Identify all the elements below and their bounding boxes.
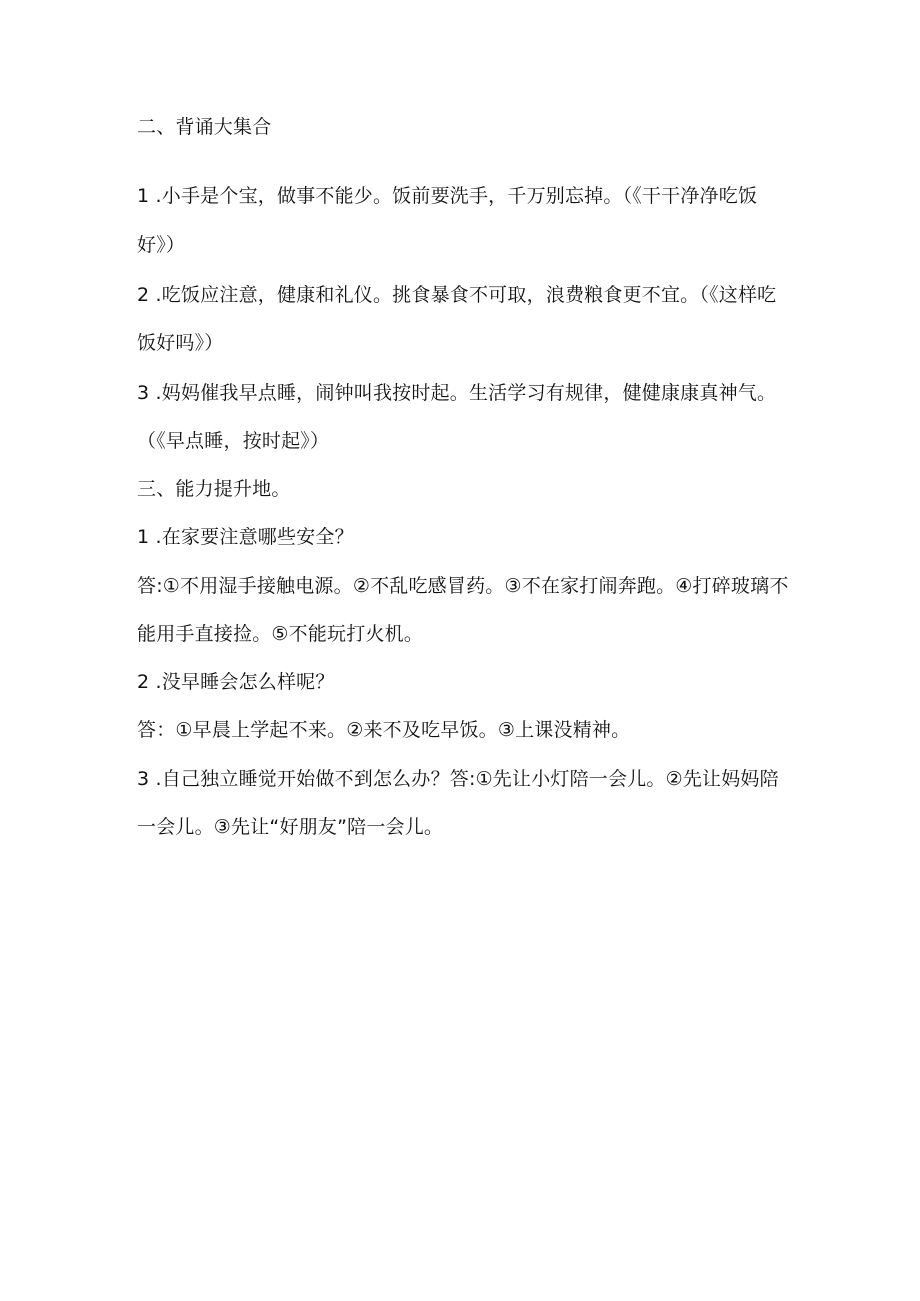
recitation-item-2-line-2: 饭好吗》）: [137, 332, 224, 354]
recitation-item-3-line-2: （《早点睡，按时起》）: [137, 430, 330, 452]
recitation-item-1-line-2: 好》）: [137, 234, 186, 256]
recitation-item-3-line-1: 3 .妈妈催我早点睡，闹钟叫我按时起。生活学习有规律，健健康康真神气。: [137, 382, 777, 404]
answer-1-line-2: 能用手直接捡。⑤不能玩打火机。: [137, 623, 424, 645]
question-3-line-2: 一会儿。③先让“好朋友”陪一会儿。: [137, 816, 444, 838]
answer-1-line-1: 答:①不用湿手接触电源。②不乱吃感冒药。③不在家打闹奔跑。④打碎玻璃不: [137, 575, 789, 597]
section-heading-recitation: 二、背诵大集合: [137, 116, 272, 138]
question-1: 1 .在家要注意哪些安全？: [137, 526, 354, 548]
question-3-line-1: 3 .自己独立睡觉开始做不到怎么办？答:①先让小灯陪一会儿。②先让妈妈陪: [137, 768, 779, 790]
section-heading-ability: 三、能力提升地。: [137, 478, 291, 500]
recitation-item-2-line-1: 2 .吃饭应注意，健康和礼仪。挑食暴食不可取，浪费粮食更不宜。（《这样吃: [137, 284, 777, 306]
answer-2: 答：①早晨上学起不来。②来不及吃早饭。③上课没精神。: [137, 719, 631, 741]
question-2: 2 .没早睡会怎么样呢？: [137, 671, 335, 693]
recitation-item-1-line-1: 1 .小手是个宝，做事不能少。饭前要洗手，千万别忘掉。（《干干净净吃饭: [137, 185, 758, 207]
